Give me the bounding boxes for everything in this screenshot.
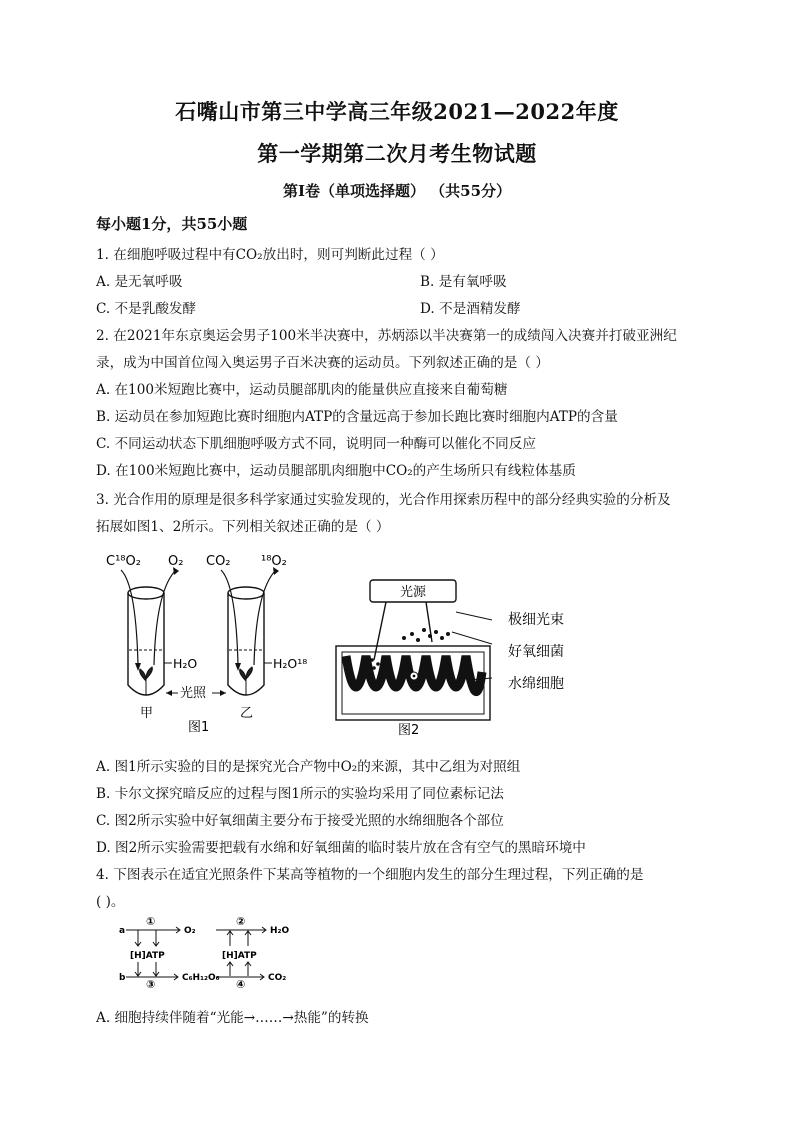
fig4-co2: CO₂ (268, 973, 287, 983)
q2-stem-line1: 2. 在2021年东京奥运会男子100米半决赛中，苏炳添以半决赛第一的成绩闯入决赛并打破亚洲纪 (96, 328, 677, 344)
fig1-caption: 图1 (188, 720, 210, 735)
q2-option-d: D. 在100米短跑比赛中，运动员腿部肌肉细胞中CO₂的产生场所只有线粒体基质 (96, 463, 576, 479)
fig1-left-out-label: O₂ (168, 554, 184, 569)
fig2-bacteria-label: 好氧细菌 (508, 644, 564, 660)
q2-option-c: C. 不同运动状态下肌细胞呼吸方式不同，说明同一种酶可以催化不同反应 (96, 436, 536, 452)
fig4-glucose: C₆H₁₂O₆ (182, 973, 220, 983)
part-title: 第Ⅰ卷（单项选择题） （共55分） (282, 182, 512, 200)
figure2-diagram (332, 572, 612, 740)
fig4-step4: ④ (236, 978, 246, 991)
q3-stem-line1: 3. 光合作用的原理是很多科学家通过实验发现的，光合作用探索历程中的部分经典实验的分析及 (96, 492, 671, 508)
exam-title-line1: 石嘴山市第三中学高三年级2021—2022年度 (175, 99, 619, 124)
q1-option-b: B. 是有氧呼吸 (420, 274, 507, 290)
q2-option-a: A. 在100米短跑比赛中，运动员腿部肌肉的能量供应直接来自葡萄糖 (96, 382, 508, 398)
fig2-beam-label: 极细光束 (508, 612, 564, 628)
fig1-tube-left (121, 567, 179, 695)
fig1-label-left: 甲 (140, 706, 154, 721)
fig1-tube-right (221, 567, 279, 695)
fig4-b: b (119, 973, 126, 983)
q1-stem: 1. 在细胞呼吸过程中有CO₂放出时，则可判断此过程（ ） (96, 247, 444, 263)
fig1-water-left: H₂O (173, 656, 198, 671)
fig4-step3: ③ (146, 978, 156, 991)
q1-option-c: C. 不是乳酸发酵 (96, 301, 197, 317)
figure4-diagram (118, 912, 318, 992)
fig4-step2: ② (236, 915, 246, 928)
q4-stem-line2: ( )。 (96, 894, 125, 910)
fig1-label-right: 乙 (240, 706, 254, 721)
fig1-left-in-label: C¹⁸O₂ (106, 554, 141, 569)
fig2-cell-label: 水绵细胞 (508, 676, 564, 692)
q1-option-a: A. 是无氧呼吸 (96, 274, 183, 290)
fig4-a: a (119, 926, 126, 936)
fig1-right-out-label: ¹⁸O₂ (261, 554, 287, 569)
section-note: 每小题1分，共55小题 (96, 215, 248, 233)
fig4-h2o: H₂O (270, 926, 290, 936)
q1-option-d: D. 不是酒精发酵 (420, 301, 521, 317)
exam-title-line2: 第一学期第二次月考生物试题 (257, 141, 537, 166)
fig4-o2: O₂ (184, 926, 196, 936)
q2-stem-line2: 录，成为中国首位闯入奥运男子百米决赛的运动员。下列叙述正确的是（ ） (96, 355, 549, 371)
fig4-step1: ① (146, 915, 156, 928)
fig1-light-label: 光照 (180, 686, 207, 701)
fig4-atp-right: [H]ATP (222, 951, 257, 961)
q4-stem-line1: 4. 下图表示在适宜光照条件下某高等植物的一个细胞内发生的部分生理过程，下列正确的是 (96, 867, 644, 883)
figure1-diagram (96, 545, 316, 740)
q3-option-d: D. 图2所示实验需要把载有水绵和好氧细菌的临时装片放在含有空气的黑暗环境中 (96, 840, 586, 856)
fig1-right-in-label: CO₂ (206, 554, 231, 569)
q4-option-a: A. 细胞持续伴随着“光能→……→热能”的转换 (96, 1010, 369, 1026)
q2-option-b: B. 运动员在参加短跑比赛时细胞内ATP的含量远高于参加长跑比赛时细胞内ATP的含量 (96, 409, 618, 425)
q3-stem-line2: 拓展如图1、2所示。下列相关叙述正确的是（ ） (96, 519, 390, 535)
q3-option-c: C. 图2所示实验中好氧细菌主要分布于接受光照的水绵细胞各个部位 (96, 813, 504, 829)
q3-option-a: A. 图1所示实验的目的是探究光合产物中O₂的来源，其中乙组为对照组 (96, 759, 521, 775)
q3-option-b: B. 卡尔文探究暗反应的过程与图1所示的实验均采用了同位素标记法 (96, 786, 504, 802)
fig2-caption: 图2 (398, 723, 420, 738)
fig2-light-source: 光源 (400, 585, 427, 600)
fig1-water-right: H₂O¹⁸ (273, 656, 308, 671)
fig4-atp-left: [H]ATP (130, 951, 165, 961)
